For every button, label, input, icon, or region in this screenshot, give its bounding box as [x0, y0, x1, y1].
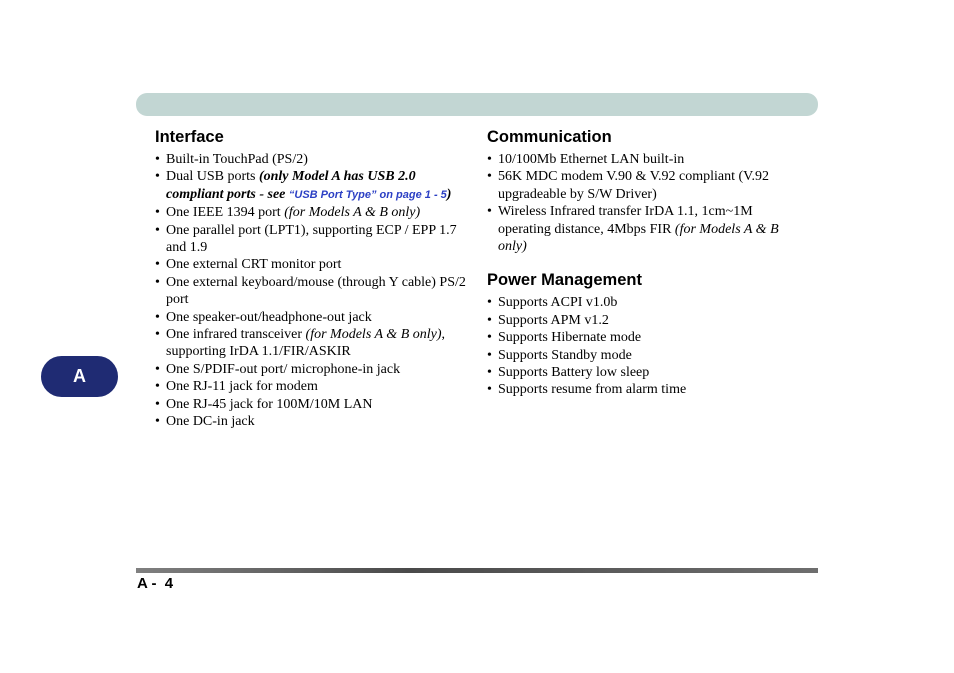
list-item: • Supports ACPI v1.0b: [487, 294, 807, 311]
list-item: • Supports Standby mode: [487, 347, 807, 364]
interface-heading: Interface: [155, 128, 224, 146]
chapter-tab-label: A: [73, 366, 86, 386]
interface-section: [155, 126, 470, 431]
communication-heading: Communication: [487, 128, 612, 146]
chapter-tab[interactable]: [41, 356, 118, 397]
list-item: • One infrared transceiver (for Models A & B only), supporting IrDA 1.1/FIR/ASKIR: [155, 326, 470, 361]
list-item: • Wireless Infrared transfer IrDA 1.1, 1cm~1M operating distance, 4Mbps FIR (for Models A & B only): [487, 203, 807, 255]
list-item: • One external keyboard/mouse (through Y cable) PS/2 port: [155, 274, 470, 309]
page-number: A - 4: [137, 575, 174, 592]
communication-list: [487, 151, 807, 255]
list-item: • One IEEE 1394 port (for Models A & B only): [155, 204, 470, 221]
list-item: • Supports Battery low sleep: [487, 364, 807, 381]
right-column: [487, 126, 807, 399]
list-item: • 10/100Mb Ethernet LAN built-in: [487, 151, 807, 168]
list-item: • One speaker-out/headphone-out jack: [155, 309, 470, 326]
power-management-heading: Power Management: [487, 271, 642, 290]
list-item: • One RJ-11 jack for modem: [155, 378, 470, 395]
list-item: • Built-in TouchPad (PS/2): [155, 151, 470, 168]
usb-port-type-link[interactable]: “USB Port Type” on page 1 - 5: [288, 188, 447, 201]
list-item: • One RJ-45 jack for 100M/10M LAN: [155, 396, 470, 413]
power-management-list: [487, 294, 807, 398]
interface-list: [155, 151, 470, 431]
list-item: • One DC-in jack: [155, 413, 470, 430]
header-band: [136, 93, 818, 116]
list-item: • One parallel port (LPT1), supporting ECP / EPP 1.7 and 1.9: [155, 222, 470, 257]
list-item: • One S/PDIF-out port/ microphone-in jack: [155, 361, 470, 378]
list-item: • Dual USB ports (only Model A has USB 2.0 compliant ports - see “USB Port Type” on page 1 - 5): [155, 168, 470, 204]
list-item: • 56K MDC modem V.90 & V.92 compliant (V.92 upgradeable by S/W Driver): [487, 168, 807, 203]
list-item: • Supports resume from alarm time: [487, 381, 807, 398]
list-item: • Supports Hibernate mode: [487, 329, 807, 346]
footer-rule: [136, 568, 818, 573]
list-item: • Supports APM v1.2: [487, 312, 807, 329]
list-item: • One external CRT monitor port: [155, 256, 470, 273]
